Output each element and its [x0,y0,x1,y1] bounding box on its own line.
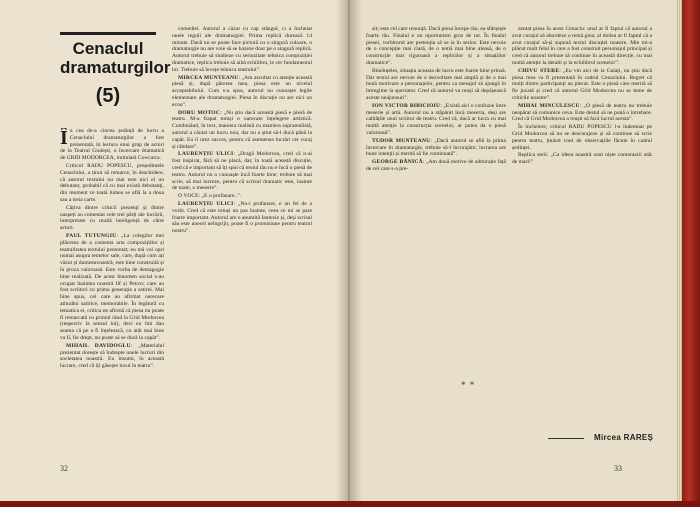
paragraph [512,103,652,123]
paragraph-text: : „Dragă Modorcea, cred că n-ai fost inspirat, fără să ne placă, dar, în toată această discuție, cred că e important să îți spui că textul tău nu e încă o piesă de teatru. Autorul nu o cunoaște încă foarte bine; trebuie să mai scrie, să mai lucreze, pentru că scrisul dramatic este, înainte de toate, o meserie”. [172,151,312,192]
red-cover-bottom [0,501,700,507]
paragraph-text: : „Am două motive de admirație față de cel care s-a pre- [366,159,506,172]
paragraph-text: O VOCE: „E o profanare..”. [178,193,242,200]
book-gutter [336,0,362,507]
paragraph [512,124,652,151]
paragraph-text: sit; este cel care renunță. Dacă piesa începe rău, ea sfârșește foarte rău. Finalul e un oportunism gros de tot. În finalul piesei, vorbitorul are pretenția să se ia în serios. Este nevoie de o concepție mai clară, de o temă mai bine aleasă, de o construcție mai riguroasă a replicilor și a situațiilor dramatice”. [366,26,506,66]
paragraph [172,110,312,151]
speaker-name: MIHAI MINCULESCU [518,102,580,109]
paragraph-text: : „Nu-i profanare, e un fel de a vorbi. Cred că este totuși un pas înainte, ceea ce mi se pare foarte important. Autorul are o anumită fantezie și, deși scrisul său este uneori neîngrijit, poate fi o promisiune pentru teatrul nostru”. [172,200,312,235]
page-number-right: 33 [614,464,622,473]
red-cover-edge [682,0,700,507]
paragraph [512,26,652,67]
speaker-name: LAURENȚIU ULICI [178,151,234,158]
paragraph [60,205,164,232]
paragraph [366,68,506,102]
speaker-name: MIRCEA MUNTEANU [178,74,239,81]
paragraph [172,26,312,74]
article-title-block [60,32,171,108]
paragraph [366,103,506,137]
author-signature: Mircea RAREȘ [594,433,654,442]
paragraph-text: comediei. Autorul a căzut cu cap stângul, ci a încheiat unele reguli ale dramaturgiei. Prima replică durează 14 minute. Dacă nu se poate face pictură cu o singură culoare, o dramaturgie nu are voie să se bazeze doar pe o singură replică. Autorul trebuie să studieze cu seriozitate tehnica compoziției dramatice, replica trebuie să aibă echilibru, le cer fundamentul lor. Trebuie să învețe tehnica teatrului”. [172,26,312,73]
speaker-name: LAURENȚIU ULICI [178,200,234,207]
speaker-name: TUDOR MUNTEANU [372,137,431,144]
speaker-name: MIHAIL DAVIDOGLU [66,342,131,349]
article-title-line-2: dramaturgilor [60,58,171,77]
speaker-name: DORU MOTOC [178,109,221,116]
paragraph-text: Replica serii: „Ca ideea noastră sunt niște comentarii atât de mari!” [512,152,652,166]
article-title-line-1: Cenaclul [72,39,144,58]
left-page [0,0,348,507]
paragraph [366,159,506,173]
paragraph-text: Criticul RADU POPESCU, președintele Cenaclului, a ținut să remarce, în deschidere, că autorul textului nu mai este nici el un debutant, probabil că cu mai există debutanți, din moment ce toată lumea se află la a doua sau a treia carte. [60,162,164,203]
paragraph-text: zentat piesa în acest Cenaclu: unul ar fi faptul că autorul a avut curajul să abordeze o temă grea; al doilea ar fi faptul că a avut curajul să-și supună textul discuției noastre. Mie mi-a plăcut mult felul în care a fost construit personajul principal și cred că autorul trebuie să continue în această direcție, cu mai multă atenție la detalii și la echilibrul scenelor”. [512,26,652,66]
paragraph-text: : „Am ascultat cu atenție această piesă și, după părerea mea, piesa este un nivelul acceptabilului. Cum s-a spus, autorul nu cunoaște legile elementare ale dramaturgiei. Piesa în discuție nu are nici un ecou”. [172,74,312,108]
paragraph-text: : „O piesă de teatru nu trebuie neapărat să comunice ceva. Este destul să ne pună o întrebare. Cred că Grid Modorcea a reușit să facă lucrul acesta”. [512,102,652,123]
paragraph [366,26,506,67]
paragraph-text: Câțiva dintre criticii prezenți și dintre oaspeți au comentat cele trei părți ale lucrării, interpretate cu multă inteligență de către actori. [60,204,164,232]
paragraph [172,75,312,109]
paragraph-text: Bineînțeles, situația aceasta de lucru este foarte bine prinsă. Dar textul are nevoie de o dezvoltare mai amplă și de o mai bună motivare a personajelor, pentru ca mesajul să ajungă în întregime la spectator. Cred că autorul va reuși să depășească aceste neajunsuri”. [366,67,506,101]
paragraph [60,128,164,162]
paragraph-text: n cea de-a cincea ședință de lucru a Cenaclului dramaturgilor a fost prezentată, în lectura unui grup de actori de la Teatrul Giulești, o încercare dramatică de GRID MODORCEA, intitulată Cowcarra. [60,128,164,162]
paragraph [60,343,164,370]
end-rule [548,438,584,439]
paragraph-text: : „Eu vin aici de la Galați, nu știu dacă piesa mea va fi prezentată în cadrul Cenaclului. Regret că mulți dintre participanți au plecat. Este o piesă care merită să fie jucată și cred că autorul Grid Modorcea nu se teme de criticile noastre”. [512,67,652,101]
speaker-name: ION VICTOR BIBICIOIU [372,102,441,109]
paragraph [172,193,312,200]
paragraph [60,163,164,204]
right-column-2 [512,26,652,426]
paragraph-text: : „Nu știu dacă această piesă e piesă de teatru. M-a frapat totuși o oarecare înțelegere artistică. Combinând, în text, maniera realistă cu maniera suprarealistă, autorul a căutat un lucru nou, dar nu a știut să-l ducă până la capăt. Eu îi urez succes, pentru că asemenea lucrări cer curaj și răbdare”. [172,109,312,150]
paragraph [512,68,652,102]
paragraph [512,152,652,166]
left-column-1 [60,128,164,448]
paragraph-text: : „Dacă autorul se află la prima încercare în dramaturgie, trebuie să-l încurajăm; lucrarea are bune intenții și merită să fie continuată”. [366,137,506,158]
separator-stars: * * [461,380,476,390]
drop-cap: Î [60,128,68,149]
page-number-left: 32 [60,464,68,473]
right-column-1 [366,26,506,450]
left-column-2 [172,26,312,448]
speaker-name: CHIVU STERE [518,67,560,74]
paragraph [172,151,312,192]
paragraph-text: În încheiere, criticul RADU POPESCU l-a îndemnat pe Grid Modorcea să nu se descurajeze și să continue să scrie pentru teatru, ținând cont de observațiile făcute în cadrul ședinței. [512,124,652,151]
paragraph-text: : „Materialul prezentat dorește să îndrepte unele lucruri din societatea noastră. Eu însumi, în această lucrare, cred că îți găsește locul în teatru”. [60,342,164,370]
paragraph [60,233,164,342]
right-page [348,0,700,507]
paragraph [366,138,506,158]
speaker-name: PAUL TUTUNGIU [66,232,117,239]
paragraph [172,201,312,235]
paragraph-text: : „La colegilor mei plăcerea de a comenta arta compozițiilor și teatralitatea textului prezentat; eu mă voi opri numai asupra temelor sale, care, după cum ați văzut și dumneavoastră, este bine construită și în proza valoroasă. Este vorba de demagogie bine realizată. De acest fenomen social s-au ocupat înaintea noastră Ilf și Petrov, care au fost scriitori cu prima generație a satirei. Mai bine spus, cei care au afirmat oarecare atitudini satirice, memorabile. În legătură cu tematica ei, critica ne afirmă că piesa nu poate fi remarcată cu primul rând la Grid Modorcea (respectiv la sensul lui), deci eu îmi dau seama că pe a fi înțelească, cu atât mai bine va fi, fie drept, nu poate să se ducă la capăt”. [60,232,164,341]
paragraph-text: : „Există aici o confuzie între meserie și artă. Autorul nu a stăpânit încă meseria, deși are calitățile unui scriitor de teatru. Cred că, dacă ar lucra cu mai multă atenție la construcția scenelor, ar putea da o piesă valoroasă”. [366,102,506,136]
article-part-number: (5) [95,85,121,107]
speaker-name: GEORGE BĂNICĂ [372,159,423,166]
